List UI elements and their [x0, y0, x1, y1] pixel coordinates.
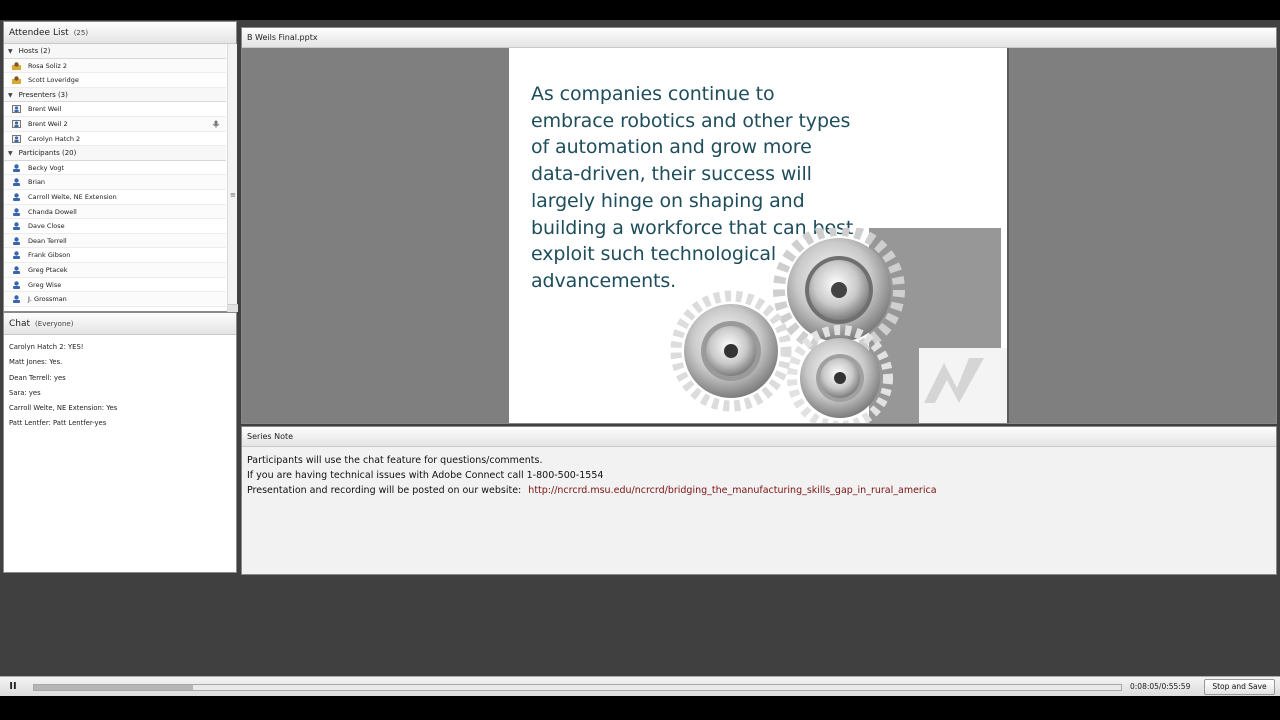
- presentation-slide: [509, 48, 1009, 423]
- attendee-row[interactable]: [4, 190, 226, 205]
- attendee-row[interactable]: [4, 292, 226, 307]
- attendee-row[interactable]: [4, 219, 226, 234]
- attendee-row[interactable]: [4, 117, 226, 132]
- chat-pod: [3, 312, 237, 573]
- participant-icon: [12, 295, 21, 303]
- chat-scope: (Everyone): [35, 320, 74, 328]
- attendee-count: (25): [73, 29, 89, 37]
- attendee-group-label: Presenters (3): [18, 90, 68, 99]
- collapse-triangle-icon[interactable]: ▼: [8, 91, 13, 99]
- attendee-name: Greg Wise: [28, 280, 62, 289]
- share-pod-title: B Weils Final.pptx: [247, 33, 318, 42]
- participant-icon: [12, 266, 21, 274]
- attendee-group-participant[interactable]: [4, 146, 226, 161]
- chat-text: yes: [53, 373, 66, 382]
- chat-text: YES!: [68, 343, 84, 351]
- participant-icon: [12, 208, 21, 216]
- attendee-list-scrollbar[interactable]: [227, 44, 237, 312]
- attendee-row[interactable]: [4, 59, 226, 74]
- chat-text: yes: [28, 388, 41, 397]
- presenter-icon: [12, 120, 21, 128]
- chat-message: [4, 371, 236, 386]
- series-note-body: [247, 453, 937, 498]
- slide-body-text: As companies continue to embrace robotics and other types of automation and grow more data-driven, their success will largely hinge on shaping and building a workforce that can best exploit such technological advancements.: [531, 83, 854, 292]
- playback-bar: [0, 676, 1280, 696]
- attendee-name: Dean Terrell: [28, 236, 67, 245]
- participant-icon: [12, 222, 21, 230]
- presenter-icon: [12, 105, 21, 113]
- chat-text: Yes.: [49, 358, 63, 367]
- note-line-3: [247, 483, 937, 498]
- attendee-row[interactable]: [4, 73, 226, 88]
- attendee-group-host[interactable]: [4, 44, 226, 59]
- attendee-name: Becky Vogt: [28, 163, 65, 172]
- attendee-row[interactable]: [4, 263, 226, 278]
- chat-author: Dean Terrell:: [9, 373, 52, 382]
- chat-title: Chat: [9, 319, 31, 329]
- note-line-3-text: Presentation and recording will be posted on our website:: [247, 485, 522, 496]
- chat-author: Patt Lentfer:: [9, 419, 51, 428]
- scroll-grip-icon: ≡: [230, 191, 236, 199]
- attendee-row[interactable]: [4, 175, 226, 190]
- note-line-2: If you are having technical issues with Adobe Connect call 1-800-500-1554: [247, 470, 604, 481]
- chat-author: Carroll Welte, NE Extension:: [9, 404, 105, 413]
- attendee-name: Scott Loveridge: [28, 76, 79, 85]
- collapse-triangle-icon[interactable]: ▼: [8, 48, 13, 55]
- attendee-group-presenter[interactable]: [4, 88, 226, 103]
- playback-scrubber[interactable]: [33, 684, 1122, 691]
- attendee-name: Frank Gibson: [28, 251, 71, 260]
- chat-author: Sara:: [9, 388, 27, 397]
- attendee-name: Greg Ptacek: [28, 265, 68, 274]
- attendee-row[interactable]: [4, 248, 226, 263]
- attendee-group-label: Participants (20): [18, 149, 77, 158]
- chat-message: [4, 386, 236, 401]
- playback-time: 0:08:05/0:55:59: [1130, 682, 1191, 691]
- attendee-list-header[interactable]: [4, 22, 236, 44]
- attendee-name: Brent Weil: [28, 105, 62, 114]
- attendee-row[interactable]: [4, 102, 226, 117]
- attendee-row[interactable]: [4, 205, 226, 220]
- chat-message: [4, 340, 236, 355]
- chat-author: Carolyn Hatch 2:: [9, 343, 66, 351]
- attendee-group-label: Hosts (2): [18, 47, 51, 55]
- attendee-row[interactable]: [4, 161, 226, 176]
- attendee-name: Dave Close: [28, 222, 65, 231]
- participant-icon: [12, 193, 21, 201]
- series-note-pod: [241, 426, 1277, 575]
- participant-icon: [12, 164, 21, 172]
- note-line-1: Participants will use the chat feature for questions/comments.: [247, 455, 543, 466]
- host-icon: [12, 62, 21, 70]
- participant-icon: [12, 251, 21, 259]
- pause-button[interactable]: II: [9, 681, 17, 692]
- attendee-row[interactable]: [4, 234, 226, 249]
- collapse-triangle-icon[interactable]: ▼: [8, 150, 13, 158]
- share-pod-header[interactable]: [242, 28, 1276, 48]
- scroll-down-arrow[interactable]: [228, 304, 238, 312]
- microphone-icon: [212, 120, 220, 128]
- attendee-name: Carroll Welte, NE Extension: [28, 192, 117, 201]
- presenter-icon: [12, 135, 21, 143]
- chat-message: [4, 355, 236, 370]
- attendee-name: Brent Weil 2: [28, 119, 68, 128]
- attendee-list[interactable]: [4, 44, 226, 312]
- attendee-name: Carolyn Hatch 2: [28, 134, 81, 143]
- series-note-header[interactable]: [242, 427, 1276, 447]
- chat-author: Matt Jones:: [9, 358, 48, 367]
- attendee-row[interactable]: [4, 278, 226, 293]
- attendee-list-title: Attendee List: [9, 28, 69, 38]
- chat-message-list: [4, 335, 236, 432]
- website-link[interactable]: http://ncrcrd.msu.edu/ncrcrd/bridging_the_manufacturing_skills_gap_in_rural_america: [528, 485, 937, 496]
- gears-image: [659, 228, 1009, 423]
- attendee-name: Chanda Dowell: [28, 207, 77, 216]
- host-icon: [12, 76, 21, 84]
- chat-text: Yes: [106, 404, 118, 413]
- participant-icon: [12, 237, 21, 245]
- attendee-row[interactable]: [4, 132, 226, 147]
- playback-progress: [34, 685, 193, 690]
- attendee-name: Brian: [28, 178, 46, 187]
- chat-text: Patt Lentfer-yes: [52, 419, 107, 428]
- participant-icon: [12, 178, 21, 186]
- attendee-list-pod: [3, 21, 237, 312]
- chat-message: [4, 416, 236, 431]
- share-pod: [241, 27, 1277, 424]
- stop-and-save-button[interactable]: Stop and Save: [1204, 679, 1275, 695]
- attendee-name: J. Grossman: [28, 295, 67, 304]
- participant-icon: [12, 281, 21, 289]
- attendee-name: Rosa Soliz 2: [28, 61, 67, 70]
- chat-message: [4, 401, 236, 416]
- series-note-title: Series Note: [247, 432, 294, 441]
- chat-header[interactable]: [4, 313, 236, 335]
